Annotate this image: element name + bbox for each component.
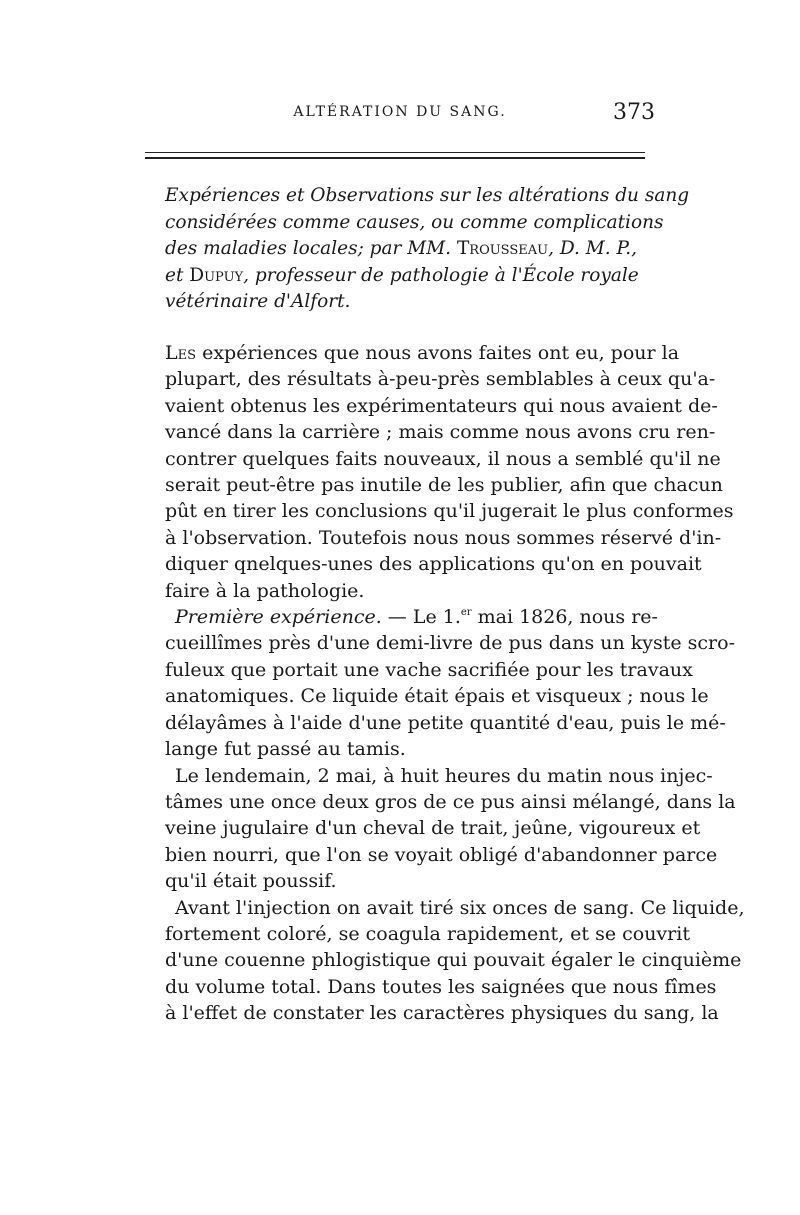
running-title: ALTÉRATION DU SANG. xyxy=(293,104,507,120)
text-line: veine jugulaire d'un cheval de trait, jeûne, vigoureux et xyxy=(165,817,701,840)
text-line: plupart, des résultats à-peu-près semblables à ceux qu'a- xyxy=(165,368,716,391)
text-line: délayâmes à l'aide d'une petite quantité d'eau, puis le mé- xyxy=(165,711,726,734)
article-title xyxy=(165,183,690,316)
text-line xyxy=(165,604,658,630)
page-header xyxy=(145,100,655,130)
section-heading: Première expérience. xyxy=(175,606,382,629)
text-line: vaient obtenus les expérimentateurs qui nous avaient de- xyxy=(165,394,718,417)
text-line: pût en tirer les conclusions qu'il jugerait le plus conformes xyxy=(165,500,734,523)
text-line: Le lendemain, 2 mai, à huit heures du matin nous injec- xyxy=(175,764,713,787)
title-line xyxy=(165,236,647,263)
text-line: vancé dans la carrière ; mais comme nous avons cru ren- xyxy=(165,421,716,444)
header-rule-thick xyxy=(145,157,645,159)
text-line: tâmes une once deux gros de ce pus ainsi mélangé, dans la xyxy=(165,790,736,813)
title-line: Expériences et Observations sur les altérations du sang xyxy=(165,185,690,206)
text-line: diquer qnelques-unes des applications qu'on en pouvait xyxy=(165,553,702,576)
text-line xyxy=(165,340,680,366)
text-line: à l'effet de constater les caractères physiques du sang, la xyxy=(165,1002,719,1025)
page-number: 373 xyxy=(613,100,655,125)
text-span: es xyxy=(177,342,197,364)
author-name: Dupuy xyxy=(189,264,244,286)
body-text xyxy=(165,340,745,1027)
author-title: , D. M. P., xyxy=(548,238,637,259)
text-line: à l'observation. Toutefois nous nous sommes réservé d'in- xyxy=(165,526,722,549)
text-line: qu'il était poussif. xyxy=(165,870,337,893)
superscript: er xyxy=(460,607,472,619)
text-line: du volume total. Dans toutes les saignées que nous fîmes xyxy=(165,975,717,998)
text-line: serait peut-être pas inutile de les publier, afin que chacun xyxy=(165,474,723,497)
text-span: expériences que nous avons faites ont eu, pour la xyxy=(196,342,680,364)
text-span: mai 1826, nous re- xyxy=(471,606,658,629)
title-line xyxy=(165,263,647,290)
text-line: cueillîmes près d'une demi-livre de pus dans un kyste scro- xyxy=(165,632,735,655)
title-line: vétérinaire d'Alfort. xyxy=(165,291,351,312)
text-line: faire à la pathologie. xyxy=(165,579,365,602)
text-line: d'une couenne phlogistique qui pouvait égaler le cinquième xyxy=(165,949,742,972)
text-line: bien nourri, que l'on se voyait obligé d'abandonner parce xyxy=(165,843,718,866)
text-line: anatomiques. Ce liquide était épais et visqueux ; nous le xyxy=(165,685,709,708)
title-text: des maladies locales; par MM. xyxy=(165,238,457,259)
text-line: fortement coloré, se coagula rapidement, et se couvrit xyxy=(165,922,690,945)
text-span: — Le 1. xyxy=(381,606,461,629)
title-line: considérées comme causes, ou comme complications xyxy=(165,211,664,233)
title-text: , professeur de pathologie à l'École royale xyxy=(243,264,639,286)
text-line: fuleux que portait une vache sacrifiée pour les travaux xyxy=(165,658,693,681)
text-line: contrer quelques faits nouveaux, il nous a semblé qu'il ne xyxy=(165,447,721,470)
drop-cap: L xyxy=(165,342,178,364)
text-line: lange fut passé au tamis. xyxy=(165,738,406,761)
text-line: Avant l'injection on avait tiré six onces de sang. Ce liquide, xyxy=(175,896,745,919)
author-name: Trousseau xyxy=(456,238,549,259)
title-text: et xyxy=(165,264,190,286)
header-rule-thin xyxy=(145,152,645,153)
